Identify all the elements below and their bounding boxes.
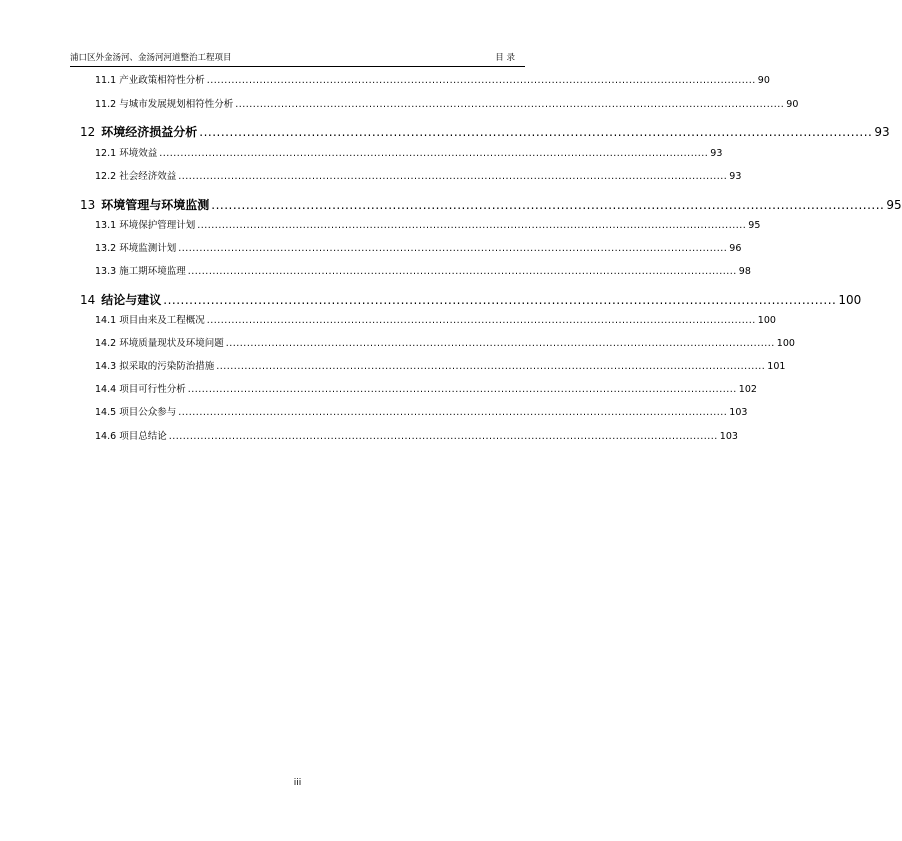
toc-page-number: 103 [729,407,748,418]
toc-page-number: 90 [786,99,799,110]
toc-entry[interactable] [95,404,748,418]
toc-leader-dots: ............................................................................................................................................................ [211,198,885,212]
toc-page-number: 101 [767,361,786,372]
toc-page-number: 96 [729,243,742,254]
toc-leader-dots: ............................................................................................................................................................ [178,171,728,182]
toc-entry-label: 14.2 环境质量现状及环境问题 [95,338,224,349]
toc-chapter-entry[interactable] [80,196,902,213]
toc-entry-label: 14.4 项目可行性分析 [95,384,186,395]
toc-page-number: 102 [738,384,757,395]
toc-entry[interactable] [95,96,799,110]
toc-entry[interactable] [95,263,751,277]
toc-leader-dots: ............................................................................................................................................................ [163,293,837,307]
toc-entry[interactable] [95,168,742,182]
toc-page-number: 100 [838,293,862,307]
toc-page-number: 93 [874,125,890,139]
toc-entry[interactable] [95,381,757,395]
toc-entry[interactable] [95,312,776,326]
toc-page-number: 93 [729,171,742,182]
toc-leader-dots: ............................................................................................................................................................ [206,315,756,326]
header-section-title: 目 录 [495,53,515,63]
header-divider [70,66,525,67]
toc-page-number: 93 [710,148,723,159]
toc-leader-dots: ............................................................................................................................................................ [168,431,718,442]
toc-leader-dots: ............................................................................................................................................................ [178,243,728,254]
toc-entry[interactable] [95,335,795,349]
toc-page-number: 98 [738,266,751,277]
toc-entry-label: 14 结论与建议 [80,293,162,307]
toc-page-number: 100 [757,315,776,326]
toc-leader-dots: ............................................................................................................................................................ [187,266,737,277]
toc-entry-label: 13.1 环境保护管理计划 [95,220,196,231]
toc-chapter-entry[interactable] [80,123,890,140]
toc-entry-label: 13 环境管理与环境监测 [80,198,210,212]
toc-entry-label: 13.2 环境监测计划 [95,243,177,254]
toc-entry[interactable] [95,428,738,442]
toc-entry-label: 14.5 项目公众参与 [95,407,177,418]
toc-entry[interactable] [95,72,770,86]
toc-entry-label: 12.2 社会经济效益 [95,171,177,182]
toc-entry[interactable] [95,145,723,159]
toc-entry[interactable] [95,217,761,231]
toc-entry-label: 11.1 产业政策相符性分析 [95,75,205,86]
page-number: iii [293,778,302,788]
toc-entry[interactable] [95,240,742,254]
toc-entry-label: 14.6 项目总结论 [95,431,167,442]
page-footer [0,778,595,788]
toc-chapter-entry[interactable] [80,291,862,308]
toc-entry-label: 12 环境经济损益分析 [80,125,198,139]
toc-page-number: 90 [757,75,770,86]
toc-leader-dots: ............................................................................................................................................................ [197,220,747,231]
toc-leader-dots: ............................................................................................................................................................ [159,148,709,159]
toc-entry-label: 13.3 施工期环境监理 [95,266,186,277]
header-project-title: 浦口区外金汤河、金汤河河道整治工程项目 [70,53,232,63]
toc-entry-label: 14.1 项目由来及工程概况 [95,315,205,326]
toc-page-number: 95 [886,198,902,212]
toc-entry-label: 14.3 拟采取的污染防治措施 [95,361,215,372]
toc-leader-dots: ............................................................................................................................................................ [206,75,756,86]
toc-leader-dots: ............................................................................................................................................................ [187,384,737,395]
toc-entry-label: 12.1 环境效益 [95,148,158,159]
toc-leader-dots: ............................................................................................................................................................ [225,338,775,349]
toc-leader-dots: ............................................................................................................................................................ [178,407,728,418]
toc-page-number: 95 [748,220,761,231]
toc-page-number: 100 [776,338,795,349]
toc-entry-label: 11.2 与城市发展规划相符性分析 [95,99,234,110]
toc-leader-dots: ............................................................................................................................................................ [199,125,873,139]
toc-leader-dots: ............................................................................................................................................................ [216,361,766,372]
toc-entry[interactable] [95,358,786,372]
toc-leader-dots: ............................................................................................................................................................ [235,99,785,110]
toc-page-number: 103 [719,431,738,442]
page-header [70,51,525,65]
